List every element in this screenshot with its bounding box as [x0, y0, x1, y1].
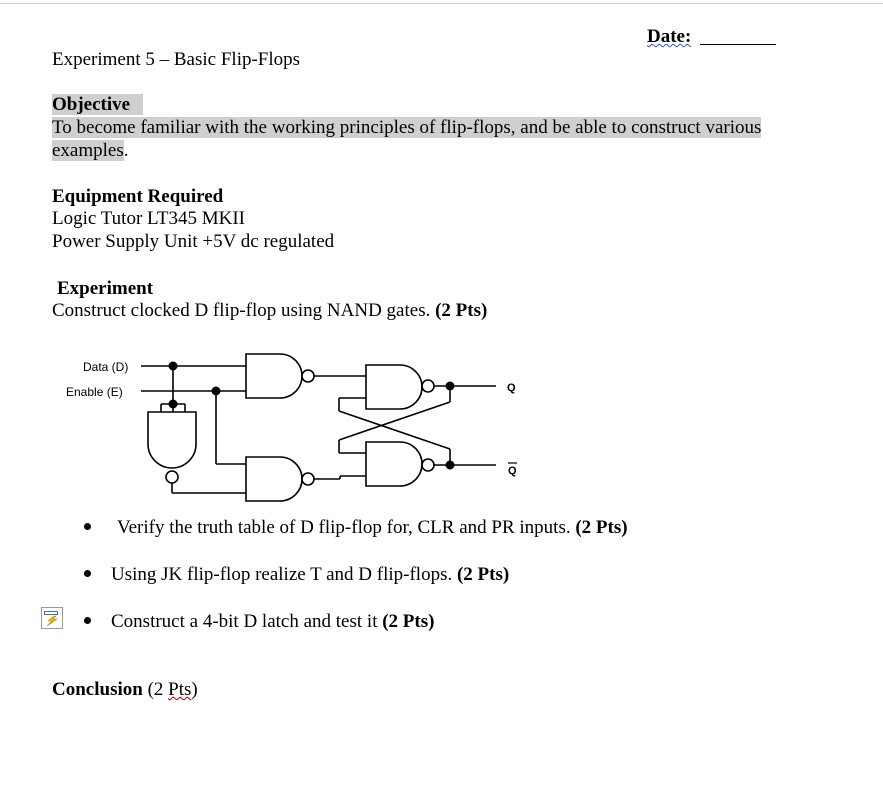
label-enable: Enable (E): [66, 385, 123, 399]
nand-gate-inverter: [148, 412, 196, 468]
experiment-text: [52, 299, 487, 322]
date-fill-line[interactable]: [700, 44, 776, 45]
conclusion-points-open: (2: [147, 679, 169, 700]
objective-heading-text: Objective: [52, 94, 143, 115]
objective-line-1: [52, 116, 761, 139]
objective-line-1-text: To become familiar with the working principles of flip-flops, and be able to construct various: [52, 117, 762, 138]
junction-dot: [212, 387, 221, 396]
label-q-bar: Q: [508, 465, 517, 477]
autocorrect-options-icon[interactable]: [41, 607, 63, 629]
junction-dot: [169, 362, 178, 371]
experiment-points: (2 Pts): [435, 300, 488, 321]
conclusion-heading: Conclusion: [52, 679, 143, 700]
label-q: Q: [507, 382, 516, 394]
task-text: Construct a 4-bit D latch and test it: [111, 611, 378, 632]
objective-line-2-rest: .: [123, 140, 129, 161]
task-points: (2 Pts): [575, 517, 628, 538]
task-item: [111, 610, 434, 633]
junction-dot: [169, 400, 178, 409]
page-title: Experiment 5 – Basic Flip-Flops: [52, 49, 301, 70]
conclusion-points-close: ): [191, 679, 198, 700]
equipment-item: Power Supply Unit +5V dc regulated: [52, 231, 335, 252]
nand-gate-2: [246, 457, 302, 501]
equipment-item: Logic Tutor LT345 MKII: [52, 208, 246, 229]
task-points: (2 Pts): [382, 611, 435, 632]
experiment-text-body: Construct clocked D flip-flop using NAND gates.: [52, 300, 431, 321]
junction-dot: [446, 461, 455, 470]
objective-line-2-highlight: examples: [52, 140, 124, 161]
objective-heading: [52, 93, 143, 116]
date-label: [647, 25, 691, 48]
equipment-heading: Equipment Required: [52, 186, 224, 207]
junction-dot: [446, 382, 455, 391]
task-text: Using JK flip-flop realize T and D flip-flops.: [111, 564, 453, 585]
date-label-text: Date:: [647, 26, 692, 47]
conclusion-points-word: Pts: [168, 679, 192, 700]
nand-gate-3: [366, 365, 422, 409]
bullet: [84, 617, 91, 624]
objective-line-2: [52, 139, 129, 162]
nand-gate-4: [366, 442, 422, 486]
nand-gate-1: [246, 354, 302, 398]
page-top-rule: [0, 3, 883, 4]
experiment-heading: Experiment: [57, 278, 154, 299]
task-points: (2 Pts): [456, 564, 510, 585]
bullet: [84, 523, 91, 530]
task-item: [117, 516, 628, 539]
d-flip-flop-diagram: [60, 345, 530, 510]
conclusion: [52, 678, 198, 701]
bullet: [84, 570, 91, 577]
task-item: [111, 563, 509, 586]
label-data: Data (D): [83, 360, 129, 374]
task-text: Verify the truth table of D flip-flop for, CLR and PR inputs.: [117, 517, 571, 538]
